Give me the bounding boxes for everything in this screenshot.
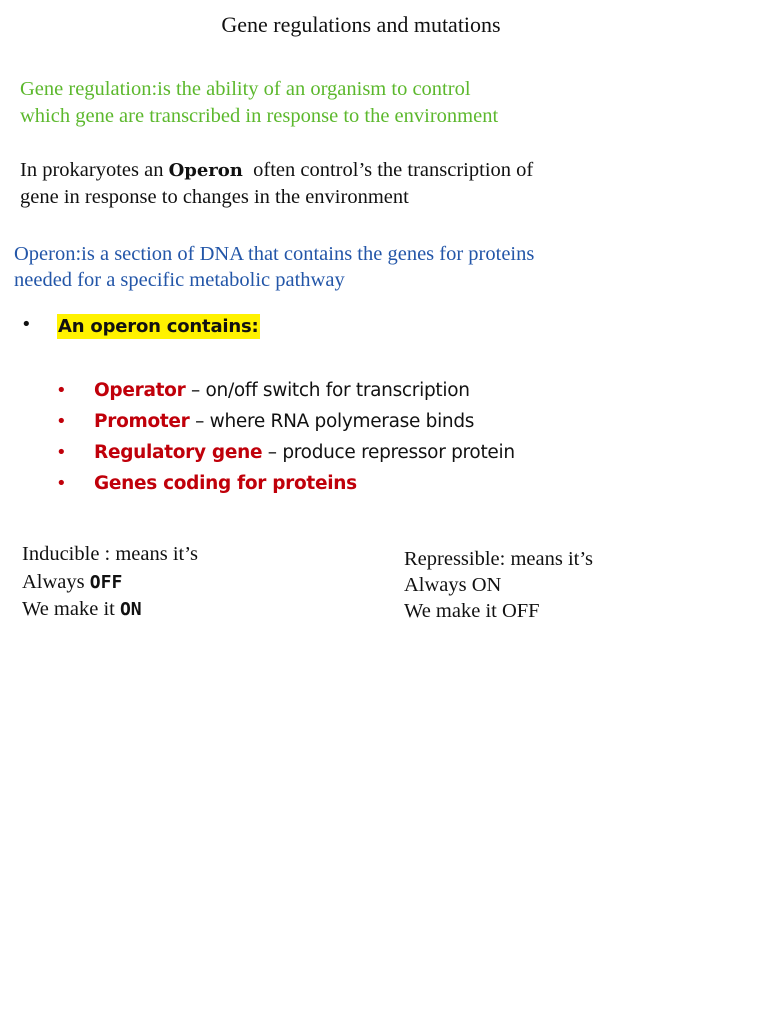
bullet-icon: • bbox=[56, 411, 67, 432]
operon-term: Operon bbox=[168, 160, 243, 181]
list-item bbox=[56, 437, 515, 468]
prokaryotes-paragraph bbox=[20, 157, 740, 211]
repressible-block bbox=[404, 546, 593, 624]
inducible-line-2-text: Always bbox=[22, 570, 90, 593]
list-item bbox=[56, 406, 515, 437]
operon-components-list bbox=[56, 375, 515, 499]
list-item bbox=[56, 468, 515, 499]
page-title: Gene regulations and mutations bbox=[221, 12, 501, 37]
repressible-line-2: Always ON bbox=[404, 574, 502, 596]
bullet-icon: • bbox=[21, 314, 32, 335]
gene-regulation-line-2: which gene are transcribed in response to the environment bbox=[20, 105, 499, 127]
inducible-block bbox=[22, 541, 198, 624]
component-term: Genes coding for proteins bbox=[94, 473, 357, 494]
gene-regulation-line-1: Gene regulation:is the ability of an organism to control bbox=[20, 78, 471, 100]
list-item bbox=[56, 375, 515, 406]
repressible-line-3: We make it OFF bbox=[404, 600, 540, 622]
operon-definition-line-1: Operon:is a section of DNA that contains the genes for proteins bbox=[14, 243, 535, 265]
inducible-on-term: ON bbox=[119, 599, 142, 620]
repressible-line-1: Repressible: means it’s bbox=[404, 548, 594, 570]
operon-definition bbox=[14, 241, 734, 293]
prokaryotes-text-before: In prokaryotes an bbox=[20, 159, 169, 181]
component-term: Regulatory gene bbox=[94, 442, 263, 463]
operon-definition-line-2: needed for a specific metabolic pathway bbox=[14, 269, 345, 291]
operon-contains-heading: An operon contains: bbox=[58, 316, 259, 337]
prokaryotes-text-after: often control’s the transcription of bbox=[242, 159, 534, 181]
component-description: – where RNA polymerase binds bbox=[189, 411, 475, 432]
component-description: – produce repressor protein bbox=[262, 442, 515, 463]
bullet-icon: • bbox=[56, 473, 67, 494]
inducible-line-1: Inducible : means it’s bbox=[22, 543, 198, 565]
bullet-icon: • bbox=[56, 380, 67, 401]
prokaryotes-line-1 bbox=[20, 157, 740, 184]
gene-regulation-definition bbox=[20, 76, 720, 130]
inducible-line-3-text: We make it bbox=[22, 598, 120, 620]
inducible-line-3 bbox=[22, 596, 198, 624]
bullet-icon: • bbox=[56, 442, 67, 463]
inducible-line-2 bbox=[22, 569, 198, 597]
component-term: Promoter bbox=[94, 411, 190, 432]
prokaryotes-line-2: gene in response to changes in the environment bbox=[20, 186, 409, 208]
component-term: Operator bbox=[94, 380, 186, 401]
inducible-off-term: OFF bbox=[89, 571, 123, 593]
component-description: – on/off switch for transcription bbox=[185, 380, 470, 401]
